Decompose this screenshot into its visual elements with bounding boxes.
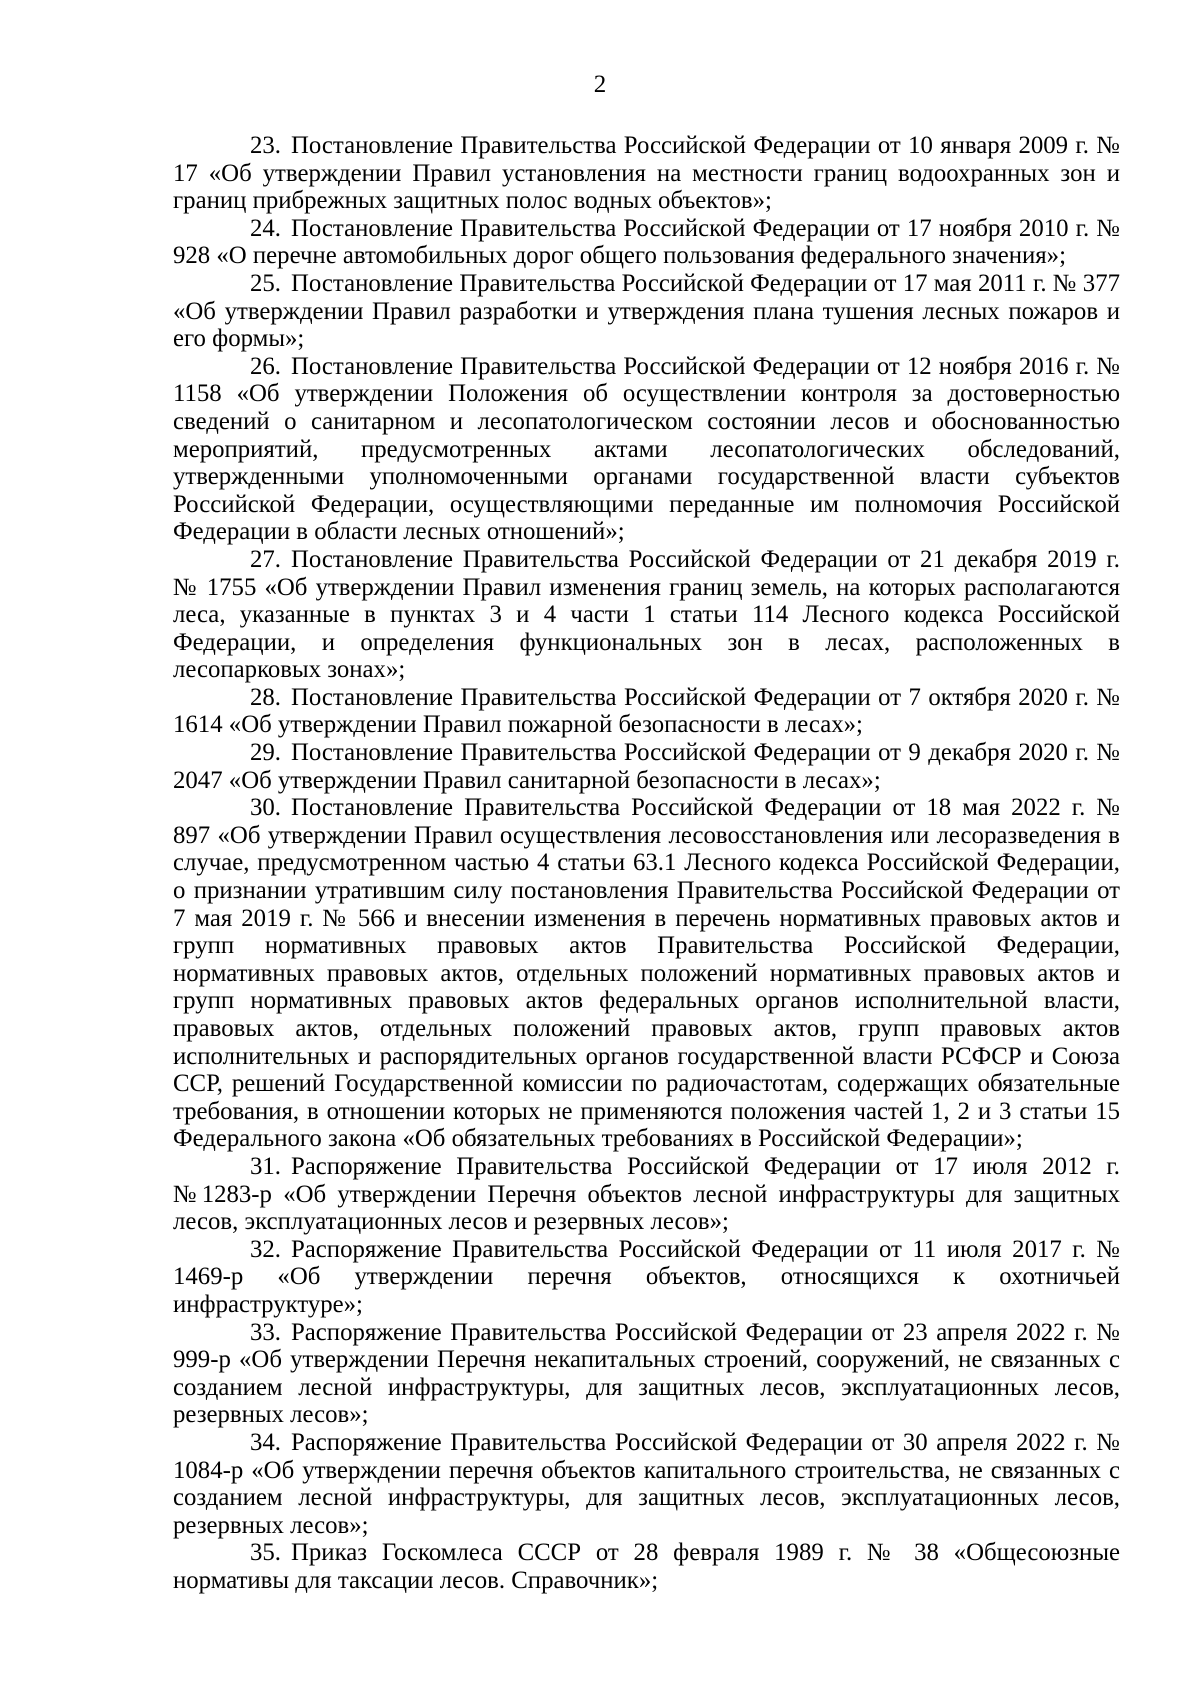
item-number: 32.	[250, 1235, 281, 1263]
item-text: Распоряжение Правительства Российской Федерации от 17 июля 2012 г. №1283-р «Об утверждении Перечня объектов лесной инфраструктуры для защитных лесов, эксплуатационных лесов и резервных лесов»;	[173, 1152, 1120, 1236]
item-text: Постановление Правительства Российской Федерации от 9 декабря 2020 г. № 2047 «Об утверждении Правил санитарной безопасности в лесах»;	[173, 739, 1120, 794]
document-body	[173, 132, 1120, 1594]
item-text: Распоряжение Правительства Российской Федерации от 23 апреля 2022 г. № 999-р «Об утверждении Перечня некапитальных строений, сооружений, не связанных с созданием лесной инфраструктуры, для защитных лесов, эксплуатационных лесов, резервных лесов»;	[173, 1318, 1120, 1429]
item-number: 34.	[250, 1428, 281, 1456]
item-text: Постановление Правительства Российской Федерации от 21 декабря 2019 г. № 1755 «Об утверждении Правил изменения границ земель, на которых располагаются леса, указанные в пунктах 3 и 4 части 1 статьи 114 Лесного кодекса Российской Федерации, и определения функциональных зон в лесах, расположенных в лесопарковых зонах»;	[173, 545, 1120, 684]
list-item	[173, 739, 1120, 794]
item-text: Постановление Правительства Российской Федерации от 10 января 2009 г. № 17 «Об утверждении Правил установления на местности границ водоохранных зон и границ прибрежных защитных полос водных объектов»;	[173, 132, 1120, 215]
item-text: Постановление Правительства Российской Федерации от 12 ноября 2016 г. № 1158 «Об утверждении Положения об осуществлении контроля за достоверностью сведений о санитарном и лесопатологическом состоянии лесов и обоснованностью мероприятий, предусмотренных актами лесопатологических обследований, утвержденными уполномоченными органами государственной власти субъектов Российской Федерации, осуществляющими переданные им полномочия Российской Федерации в области лесных отношений»;	[173, 352, 1120, 546]
item-number: 25.	[250, 269, 281, 297]
list-item	[173, 1319, 1120, 1429]
item-text: Постановление Правительства Российской Федерации от 17 ноября 2010 г. № 928 «О перечне автомобильных дорог общего пользования федерального значения»;	[173, 214, 1120, 270]
item-number: 23.	[250, 132, 281, 159]
item-number: 33.	[250, 1318, 281, 1346]
list-item	[173, 270, 1120, 353]
list-item	[173, 1429, 1120, 1539]
page-number: 2	[593, 71, 607, 98]
item-number: 28.	[250, 683, 281, 711]
item-text: Приказ Госкомлеса СССР от 28 февраля 1989 г. № 38 «Общесоюзные нормативы для таксации лесов. Справочник»;	[173, 1539, 1120, 1594]
item-number: 29.	[250, 739, 281, 767]
item-text: Распоряжение Правительства Российской Федерации от 30 апреля 2022 г. № 1084-р «Об утверждении перечня объектов капитального строительства, не связанных с созданием лесной инфраструктуры, для защитных лесов, эксплуатационных лесов, резервных лесов»;	[173, 1428, 1120, 1539]
item-number: 30.	[250, 794, 281, 822]
list-item	[173, 215, 1120, 270]
item-number: 26.	[250, 352, 281, 380]
item-text: Постановление Правительства Российской Федерации от 18 мая 2022 г. № 897 «Об утверждении Правил осуществления лесовосстановления или лесоразведения в случае, предусмотренном частью 4 статьи 63.1 Лесного кодекса Российской Федерации, о признании утратившим силу постановления Правительства Российской Федерации от 7 мая 2019 г. № 566 и внесении изменения в перечень нормативных правовых актов и групп нормативных правовых актов Правительства Российской Федерации, нормативных правовых актов, отдельных положений нормативных правовых актов и групп нормативных правовых актов федеральных органов исполнительной власти, правовых актов, отдельных положений правовых актов, групп правовых актов исполнительных и распорядительных органов государственной власти РСФСР и Союза ССР, решений Государственной комиссии по радиочастотам, содержащих обязательные требования, в отношении которых не применяются положения частей 1, 2 и 3 статьи 15 Федерального закона «Об обязательных требованиях в Российской Федерации»;	[173, 794, 1120, 1153]
item-text: Постановление Правительства Российской Федерации от 17 мая 2011 г. № 377 «Об утверждении Правил разработки и утверждения плана тушения лесных пожаров и его формы»;	[173, 269, 1120, 353]
item-text: Постановление Правительства Российской Федерации от 7 октября 2020 г. № 1614 «Об утверждении Правил пожарной безопасности в лесах»;	[173, 683, 1120, 739]
item-number: 24.	[250, 214, 281, 242]
list-item	[173, 353, 1120, 546]
list-item	[173, 132, 1120, 215]
item-number: 31.	[250, 1152, 281, 1180]
list-item	[173, 1539, 1120, 1594]
list-item	[173, 546, 1120, 684]
list-item	[173, 684, 1120, 739]
item-number: 27.	[250, 545, 281, 573]
list-item	[173, 794, 1120, 1153]
item-number: 35.	[250, 1539, 281, 1567]
list-item	[173, 1236, 1120, 1319]
item-text: Распоряжение Правительства Российской Федерации от 11 июля 2017 г. № 1469-р «Об утверждении перечня объектов, относящихся к охотничьей инфраструктуре»;	[173, 1235, 1120, 1318]
list-item	[173, 1153, 1120, 1236]
